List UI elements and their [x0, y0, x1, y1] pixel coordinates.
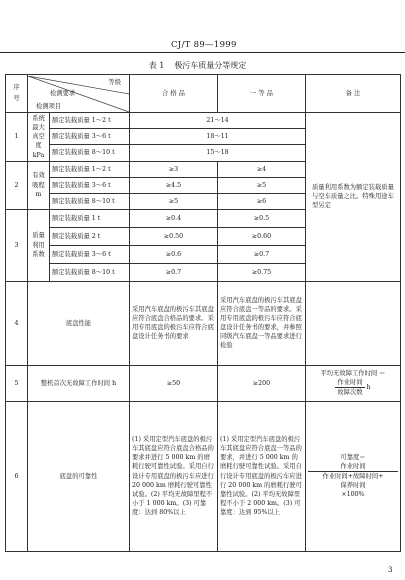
page-number: 3 [388, 566, 393, 574]
header-requirement: 检测要求 [50, 89, 76, 97]
mtbf-formula: 平均无故障工作时间 ＝ $\frac{\text{作业时间}}{\text{故障次数}}$ h [306, 365, 401, 401]
group-label: 有效吸程 m [28, 161, 50, 209]
qualified-value: ≥50 [130, 365, 218, 401]
header-rule [0, 52, 405, 53]
quality-grade-table [5, 74, 401, 552]
qualified-value: ≥0.50 [130, 227, 218, 245]
table-row [6, 113, 401, 129]
notes-cell [306, 281, 401, 365]
header-first-class: 一 等 品 [218, 75, 306, 113]
first-class-value: ≥0.7 [218, 245, 306, 263]
sub-item-label: 额定装载质量 3～6 t [50, 129, 130, 145]
sub-item-label: 额定装载质量 1～2 t [50, 113, 130, 129]
qualified-value: ≥5 [130, 193, 218, 209]
first-class-text: 采用汽车底盘的极污车其底盘应符合底盘一等品的要求。采用专用底盘的极污车应符合底盘设计任务书的要求，并参照同级汽车底盘一等品要求进行检验 [218, 281, 306, 365]
merged-value: 18～11 [130, 129, 306, 145]
group-label: 系统最大真空度 kPa [28, 113, 50, 162]
table-row [6, 365, 401, 401]
sub-item-label: 额定装载质量 2 t [50, 227, 130, 245]
sub-item-label: 额定装载质量 1 t [50, 209, 130, 227]
qualified-value: ≥4.5 [130, 177, 218, 193]
header-notes: 备 注 [306, 75, 401, 113]
header-grade: 等级 [108, 78, 121, 86]
qualified-text: (1) 采用定型汽车底盘的极污车其底盘应符合底盘合格品的要求并进行 5 000 km 的磨耗行驶可靠性试验。采用自行设计专用底盘的极污车应进行 20 000 km 磨耗行驶可靠性试验。(2) 平均无故障里程不小于 1 000 km。(3) 可靠度：达到 80%以上 [130, 401, 218, 551]
row-number: 5 [6, 365, 28, 401]
group-label: 质量利用系数 [28, 209, 50, 281]
merged-value: 15～18 [130, 145, 306, 161]
sub-item-label: 额定装载质量 1～2 t [50, 161, 130, 177]
table-row [6, 401, 401, 551]
sub-item-label: 额定装载质量 8～10 t [50, 193, 130, 209]
row-number: 4 [6, 281, 28, 365]
first-class-value: ≥0.75 [218, 263, 306, 281]
first-class-value: ≥200 [218, 365, 306, 401]
first-class-text: (1) 采用定型汽车底盘的极污车其底盘应符合底盘一等品的要求，并进行 5 000 km 的磨耗行驶可靠性试验。采用自行设计专用底盘的极污车应进行 20 000 km 的磨耗行驶可靠性试验。(2) 平均无故障里程不小于 2 000 km。(3) 可靠度：达到 95%以上 [218, 401, 306, 551]
sub-item-label: 额定装载质量 8～10 t [50, 263, 130, 281]
table-caption-number: 表 1 [148, 61, 165, 70]
item-label: 底盘性能 [28, 281, 130, 365]
first-class-value: ≥5 [218, 177, 306, 193]
qualified-value: ≥0.6 [130, 245, 218, 263]
row-number: 1 [6, 113, 28, 162]
header-qualified: 合 格 品 [130, 75, 218, 113]
qualified-value: ≥3 [130, 161, 218, 177]
table-row [6, 281, 401, 365]
item-label: 底盘的可靠性 [28, 401, 130, 551]
table-caption [0, 60, 405, 71]
table-caption-text: 极污车质量分等规定 [174, 61, 247, 70]
first-class-value: ≥4 [218, 161, 306, 177]
sub-item-label: 额定装载质量 3～6 t [50, 245, 130, 263]
merged-value: 21～14 [130, 113, 306, 129]
header-no: 序号 [6, 75, 28, 113]
qualified-value: ≥0.7 [130, 263, 218, 281]
qualified-value: ≥0.4 [130, 209, 218, 227]
row-number: 3 [6, 209, 28, 281]
item-label: 整机首次无故障工作时间 h [28, 365, 130, 401]
row-number: 6 [6, 401, 28, 551]
header-item: 检测项目 [36, 102, 62, 110]
standard-number: CJ/T 89—1999 [171, 40, 237, 50]
first-class-value: ≥6 [218, 193, 306, 209]
first-class-value: ≥0.60 [218, 227, 306, 245]
table-header-row [6, 75, 401, 113]
header-corner [28, 75, 130, 113]
notes-cell: 质量利用系数为额定装载质量与空车质量之比。特殊用途车型另定 [306, 113, 401, 282]
row-number: 2 [6, 161, 28, 209]
sub-item-label: 额定装载质量 3～6 t [50, 177, 130, 193]
sub-item-label: 额定装载质量 8～10 t [50, 145, 130, 161]
first-class-value: ≥0.5 [218, 209, 306, 227]
reliability-formula: 可靠度＝ 作业时间 作业时间 + 故障时间 + 保养时间 ×100% [306, 401, 401, 551]
qualified-text: 采用汽车底盘的极污车其底盘应符合底盘合格品的要求。采用专用底盘的极污车应符合底盘设计任务书的要求 [130, 281, 218, 365]
